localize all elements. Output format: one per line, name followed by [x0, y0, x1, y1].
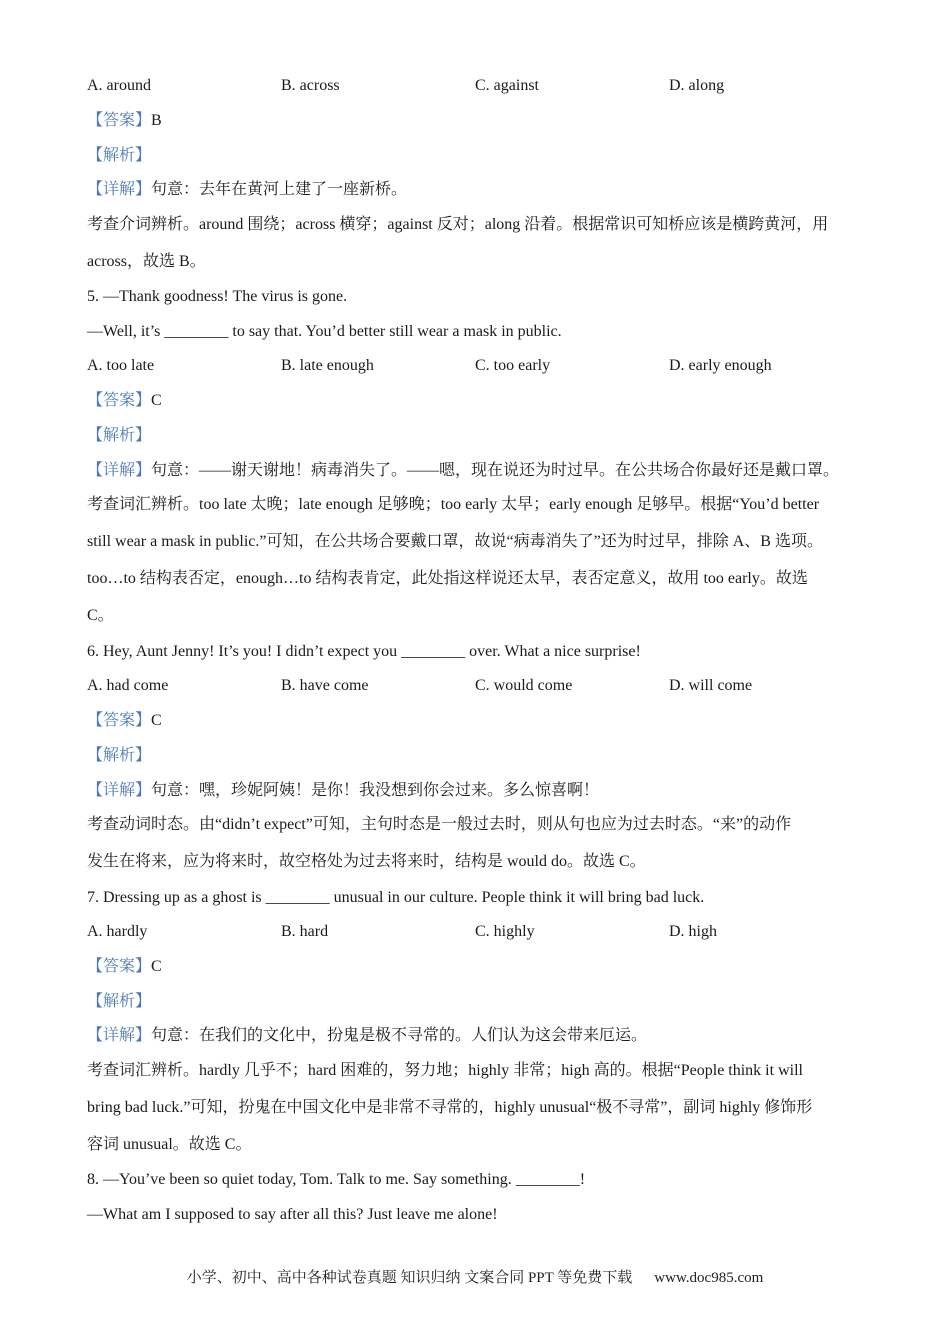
q5-option-a: A. too late	[87, 357, 155, 374]
answer-tag: 【答案】	[87, 712, 152, 729]
q4-explain-1: 考查介词辨析。around 围绕；across 横穿；against 反对；along 沿着。根据常识可知桥应该是横跨黄河，用	[87, 216, 829, 233]
q4-explain-2: across，故选 B。	[87, 253, 206, 270]
q6-explain-2: 发生在将来，应为将来时，故空格处为过去将来时，结构是 would do。故选 C。	[87, 853, 646, 870]
q5-explain-4: C。	[87, 607, 114, 624]
q4-option-c: C. against	[475, 77, 539, 94]
q7-answer-line	[87, 957, 162, 977]
q6-stem-1: 6. Hey, Aunt Jenny! It’s you! I didn’t expect you ________ over. What a nice surprise!	[87, 643, 641, 660]
q7-explain-1: 考查词汇辨析。hardly 几乎不；hard 困难的，努力地；highly 非常；high 高的。根据“People think it will	[87, 1062, 803, 1079]
answer-tag: 【答案】	[87, 392, 152, 409]
q7-explain-2: bring bad luck.”可知，扮鬼在中国文化中是非常不寻常的，highly unusual“极不寻常”，副词 highly 修饰形	[87, 1099, 813, 1116]
answer-tag: 【答案】	[87, 112, 152, 129]
q5-answer-line	[87, 391, 162, 411]
q6-answer: C	[151, 712, 162, 729]
q6-analysis-tag: 【解析】	[87, 747, 152, 764]
q5-analysis-tag: 【解析】	[87, 427, 152, 444]
page-footer	[0, 1268, 950, 1288]
q5-stem-1: 5. —Thank goodness! The virus is gone.	[87, 288, 348, 305]
q4-detail-line	[87, 180, 407, 200]
q6-option-c: C. would come	[475, 677, 573, 694]
q6-explain-1: 考查动词时态。由“didn’t expect”可知，主句时态是一般过去时，则从句也应为过去时态。“来”的动作	[87, 816, 792, 833]
q4-answer: B	[151, 112, 162, 129]
q6-detail-text: 句意：嘿，珍妮阿姨！是你！我没想到你会过来。多么惊喜啊！	[151, 782, 600, 799]
q8-stem-1: 8. —You’ve been so quiet today, Tom. Talk to me. Say something. ________!	[87, 1171, 586, 1188]
q7-option-b: B. hard	[281, 923, 329, 940]
q4-option-d: D. along	[669, 77, 725, 94]
answer-tag: 【答案】	[87, 958, 152, 975]
detail-tag: 【详解】	[87, 782, 152, 799]
q5-option-d: D. early enough	[669, 357, 772, 374]
q5-explain-2: still wear a mask in public.”可知，在公共场合要戴口罩，故说“病毒消失了”还为时过早，排除 A、B 选项。	[87, 533, 823, 550]
q6-answer-line	[87, 711, 162, 731]
q7-option-a: A. hardly	[87, 923, 148, 940]
q6-detail-line	[87, 781, 599, 801]
q4-option-a: A. around	[87, 77, 151, 94]
q7-option-d: D. high	[669, 923, 717, 940]
q7-detail-line	[87, 1026, 647, 1046]
q7-explain-3: 容词 unusual。故选 C。	[87, 1136, 252, 1153]
footer-site-link[interactable]: www.doc985.com	[654, 1270, 764, 1286]
q7-detail-text: 句意：在我们的文化中，扮鬼是极不寻常的。人们认为这会带来厄运。	[151, 1027, 648, 1044]
q7-analysis-tag: 【解析】	[87, 993, 152, 1010]
q4-answer-line	[87, 111, 162, 131]
detail-tag: 【详解】	[87, 1027, 152, 1044]
q5-option-c: C. too early	[475, 357, 551, 374]
detail-tag: 【详解】	[87, 181, 152, 198]
q4-analysis-tag: 【解析】	[87, 147, 152, 164]
q5-option-b: B. late enough	[281, 357, 374, 374]
q4-option-b: B. across	[281, 77, 340, 94]
footer-text: 小学、初中、高中各种试卷真题 知识归纳 文案合同 PPT 等免费下载	[186, 1270, 633, 1286]
q6-option-b: B. have come	[281, 677, 369, 694]
q7-option-c: C. highly	[475, 923, 535, 940]
q6-option-d: D. will come	[669, 677, 753, 694]
q6-option-a: A. had come	[87, 677, 169, 694]
q5-detail-text: 句意：——谢天谢地！病毒消失了。——嗯，现在说还为时过早。在公共场合你最好还是戴口罩。	[151, 462, 840, 479]
q5-explain-3: too…to 结构表否定，enough…to 结构表肯定，此处指这样说还太早，表否定意义，故用 too early。故选	[87, 570, 808, 587]
q5-answer: C	[151, 392, 162, 409]
q5-explain-1: 考查词汇辨析。too late 太晚；late enough 足够晚；too early 太早；early enough 足够早。根据“You’d better	[87, 496, 820, 513]
q5-detail-line	[87, 461, 839, 481]
q8-stem-2: —What am I supposed to say after all this? Just leave me alone!	[87, 1206, 498, 1223]
q4-detail-text: 句意：去年在黄河上建了一座新桥。	[151, 181, 408, 198]
detail-tag: 【详解】	[87, 462, 152, 479]
q7-stem-1: 7. Dressing up as a ghost is ________ unusual in our culture. People think it will bring bad luck.	[87, 889, 705, 906]
q7-answer: C	[151, 958, 162, 975]
q5-stem-2: —Well, it’s ________ to say that. You’d better still wear a mask in public.	[87, 323, 562, 340]
